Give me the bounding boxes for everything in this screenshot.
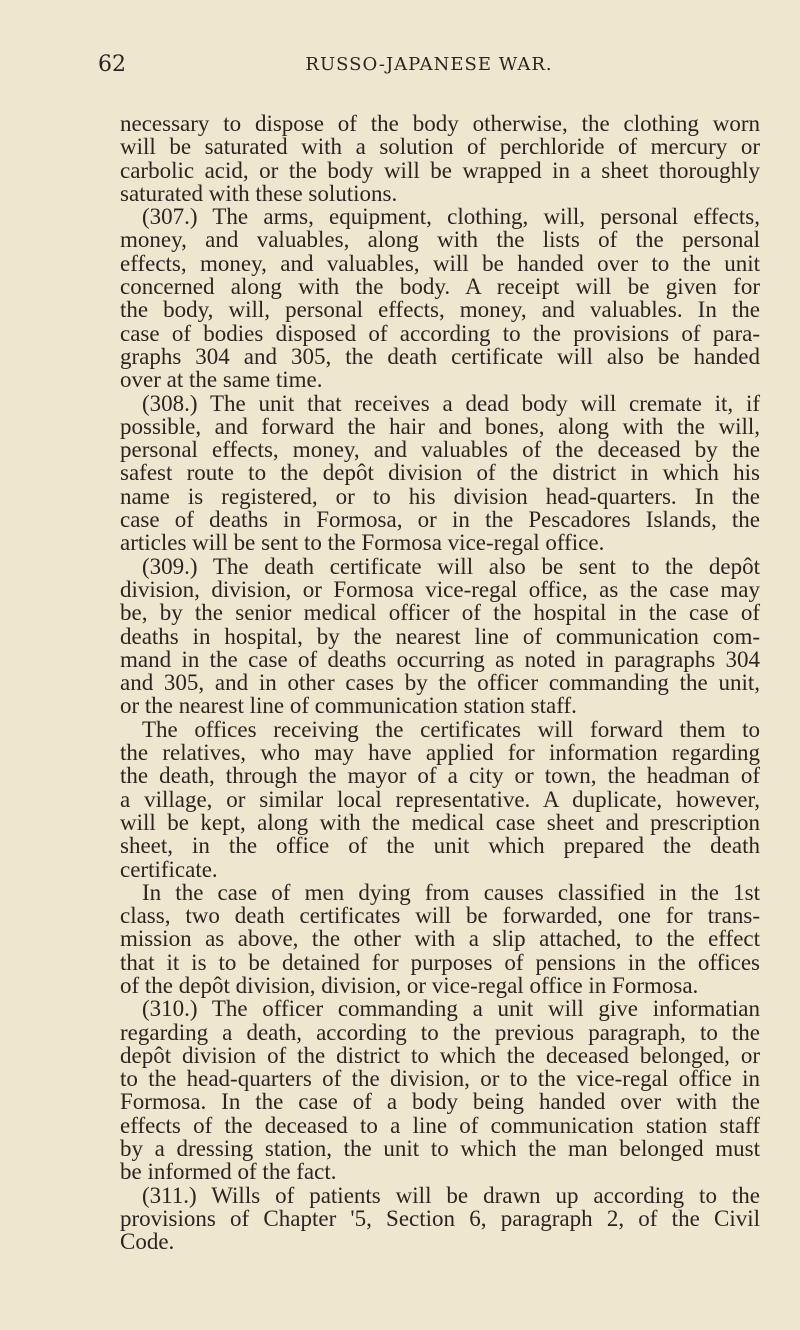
text-line: (309.) The death certificate will also be sent to the depôt xyxy=(142,553,760,579)
text-line: a village, or similar local representative. A duplicate, however, xyxy=(120,786,760,812)
text-line: In the case of men dying from causes classified in the 1st xyxy=(142,879,760,905)
text-line: class, two death certificates will be forwarded, one for trans- xyxy=(120,903,760,929)
text-line: saturated with these solutions. xyxy=(120,180,398,206)
text-line: the body, will, personal effects, money, and valuables. In the xyxy=(120,297,760,323)
text-line: regarding a death, according to the previous paragraph, to the xyxy=(120,1019,760,1045)
text-line: Code. xyxy=(120,1229,175,1255)
page-number: 62 xyxy=(98,52,126,77)
text-line: be, by the senior medical officer of the hospital in the case of xyxy=(120,600,760,626)
text-line: case of deaths in Formosa, or in the Pescadores Islands, the xyxy=(120,507,760,533)
text-line: case of bodies disposed of according to the provisions of para- xyxy=(120,320,760,346)
text-line: money, and valuables, along with the lists of the personal xyxy=(120,227,760,253)
text-line: graphs 304 and 305, the death certificate will also be handed xyxy=(120,343,760,369)
text-line: that it is to be detained for purposes of pensions in the offices xyxy=(120,949,760,975)
text-line: and 305, and in other cases by the officer commanding the unit, xyxy=(120,670,760,696)
text-line: deaths in hospital, by the nearest line of communication com- xyxy=(120,623,760,649)
text-line: over at the same time. xyxy=(120,367,323,393)
text-line: depôt division of the district to which the deceased belonged, or xyxy=(120,1042,760,1068)
text-line: by a dressing station, the unit to which the man belonged must xyxy=(120,1136,760,1162)
text-line: the death, through the mayor of a city or town, the headman of xyxy=(120,763,760,789)
text-line: articles will be sent to the Formosa vice-regal office. xyxy=(120,530,605,556)
text-line: carbolic acid, or the body will be wrapped in a sheet thoroughly xyxy=(120,157,760,183)
text-line: certificate. xyxy=(120,856,218,882)
text-line: mand in the case of deaths occurring as noted in paragraphs 304 xyxy=(120,646,760,672)
page-body-text xyxy=(120,112,760,1254)
text-line: safest route to the depôt division of the district in which his xyxy=(120,460,760,486)
text-line: concerned along with the body. A receipt will be given for xyxy=(120,274,760,300)
text-line: provisions of Chapter '5, Section 6, paragraph 2, of the Civil xyxy=(120,1205,760,1231)
text-line: to the head-quarters of the division, or to the vice-regal office in xyxy=(120,1066,760,1092)
text-line: possible, and forward the hair and bones, along with the will, xyxy=(120,413,760,439)
text-line: the relatives, who may have applied for information regarding xyxy=(120,740,760,766)
text-line: Formosa. In the case of a body being handed over with the xyxy=(120,1089,760,1115)
text-line: or the nearest line of communication station staff. xyxy=(120,693,577,719)
text-line: will be saturated with a solution of perchloride of mercury or xyxy=(120,134,760,160)
page-header xyxy=(98,52,760,82)
text-line: effects, money, and valuables, will be handed over to the unit xyxy=(120,250,760,276)
text-line: division, division, or Formosa vice-regal office, as the case may xyxy=(120,576,760,602)
text-line: personal effects, money, and valuables of the deceased by the xyxy=(120,437,760,463)
text-line: necessary to dispose of the body otherwise, the clothing worn xyxy=(120,111,760,136)
text-line: be informed of the fact. xyxy=(120,1159,337,1185)
text-line: (308.) The unit that receives a dead body will cremate it, if xyxy=(142,390,760,416)
text-line: (310.) The officer commanding a unit will give informatian xyxy=(142,996,760,1022)
text-line: sheet, in the office of the unit which prepared the death xyxy=(120,833,760,859)
text-line: will be kept, along with the medical case sheet and prescription xyxy=(120,809,760,835)
text-line: (307.) The arms, equipment, clothing, will, personal effects, xyxy=(142,204,760,230)
running-title: RUSSO-JAPANESE WAR. xyxy=(305,54,553,75)
text-line: mission as above, the other with a slip attached, to the effect xyxy=(120,926,760,952)
text-line: The offices receiving the certificates will forward them to xyxy=(142,716,760,742)
text-line: effects of the deceased to a line of communication station staff xyxy=(120,1112,760,1138)
text-line: of the depôt division, division, or vice-regal office in Formosa. xyxy=(120,972,699,998)
text-line: name is registered, or to his division head-quarters. In the xyxy=(120,483,760,509)
text-line: (311.) Wills of patients will be drawn up according to the xyxy=(142,1182,760,1208)
